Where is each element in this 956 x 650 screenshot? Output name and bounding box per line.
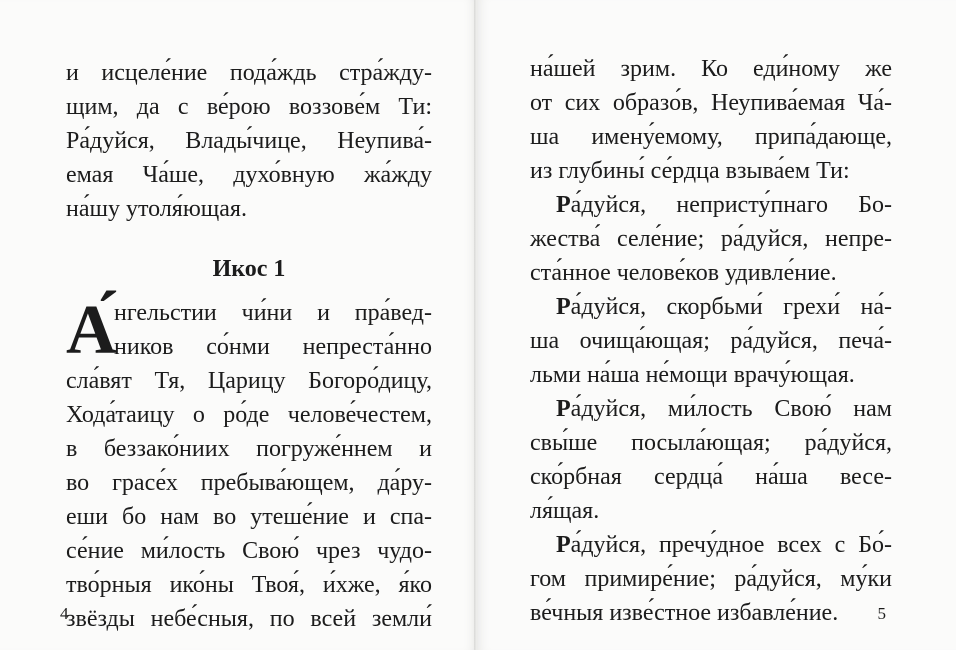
paragraph — [530, 290, 892, 392]
text-line: Ра́дуйся, Влады́чице, Неупива́- — [66, 128, 432, 154]
text-line: на́шу утоля́ющая. — [66, 196, 247, 222]
text-line: льми на́ша не́мощи врачу́ющая. — [530, 362, 855, 388]
text-line: щим, да с ве́рою воззове́м Ти: — [66, 94, 432, 120]
text-line: еши бо нам во утеше́ние и спа- — [66, 504, 432, 530]
text-line: от сих образо́в, Неупива́емая Ча́- — [530, 90, 892, 116]
paragraph-initial: Р — [556, 192, 571, 218]
page-number-left: 4 — [60, 604, 69, 623]
text-line: из глубины́ се́рдца взыва́ем Ти: — [530, 158, 850, 184]
text-line — [530, 528, 892, 562]
section-heading: Икос 1 — [212, 256, 286, 282]
right-text-column — [530, 52, 892, 630]
text-line: свы́ше посыла́ющая; ра́дуйся, — [530, 430, 892, 456]
paragraph — [530, 392, 892, 528]
text-line: жества́ селе́ние; ра́дуйся, непре- — [530, 226, 892, 252]
text-line: ша очища́ющая; ра́дуйся, печа́- — [530, 328, 892, 354]
text-line: се́ние ми́лость Свою́ чрез чудо- — [66, 538, 432, 564]
line-rest: а́дуйся, непристу́пнаго Бо- — [570, 192, 892, 218]
paragraph — [530, 188, 892, 290]
text-line: тво́рныя ико́ны Твоя́, и́хже, я́ко — [66, 572, 432, 598]
left-page — [0, 0, 476, 650]
text-line: Хода́таицу о ро́де челове́честем, — [66, 402, 432, 428]
text-line: во грасе́х пребыва́ющем, да́ру- — [66, 470, 432, 496]
text-line: на́шей зрим. Ко еди́ному же — [530, 56, 892, 82]
left-text-column — [66, 56, 432, 636]
page-number-right: 5 — [877, 604, 886, 623]
paragraph — [530, 528, 892, 630]
text-line: нгельстии чи́ни и пра́вед- — [114, 300, 432, 326]
line-rest: а́дуйся, пречу́дное всех с Бо́- — [570, 532, 892, 558]
text-line: ля́щая. — [530, 498, 600, 524]
text-line — [530, 188, 892, 222]
text-line: ве́чныя изве́стное избавле́ние. — [530, 600, 839, 626]
line-rest: а́дуйся, скорбьми́ грехи́ на́- — [570, 294, 892, 320]
text-line: в беззако́ниих погруже́ннем и — [66, 436, 432, 462]
text-line: сла́вят Тя, Царицу Богоро́дицу, — [66, 368, 432, 394]
text-line — [530, 290, 892, 324]
paragraph-initial: Р — [556, 532, 571, 558]
text-line: звёзды небе́сныя, по всей земли́ — [66, 606, 432, 632]
text-line: ша имену́емому, припа́дающе, — [530, 124, 892, 150]
text-line: емая Ча́ше, духо́вную жа́жду — [66, 162, 432, 188]
line-rest: а́дуйся, ми́лость Свою́ нам — [570, 396, 892, 422]
text-line: и исцеле́ние пода́ждь стра́жду- — [66, 60, 432, 86]
text-line: ников со́нми непреста́нно — [114, 334, 432, 360]
drop-cap-initial: А́ — [66, 292, 117, 369]
text-line: ста́нное челове́ков удивле́ние. — [530, 260, 837, 286]
paragraph-initial: Р — [556, 396, 571, 422]
paragraph-initial: Р — [556, 294, 571, 320]
text-line: ско́рбная сердца́ на́ша весе- — [530, 464, 892, 490]
right-page — [478, 0, 956, 650]
dropcap-paragraph-start — [66, 292, 432, 369]
text-line: гом примире́ние; ра́дуйся, му́ки — [530, 566, 892, 592]
text-line — [530, 392, 892, 426]
